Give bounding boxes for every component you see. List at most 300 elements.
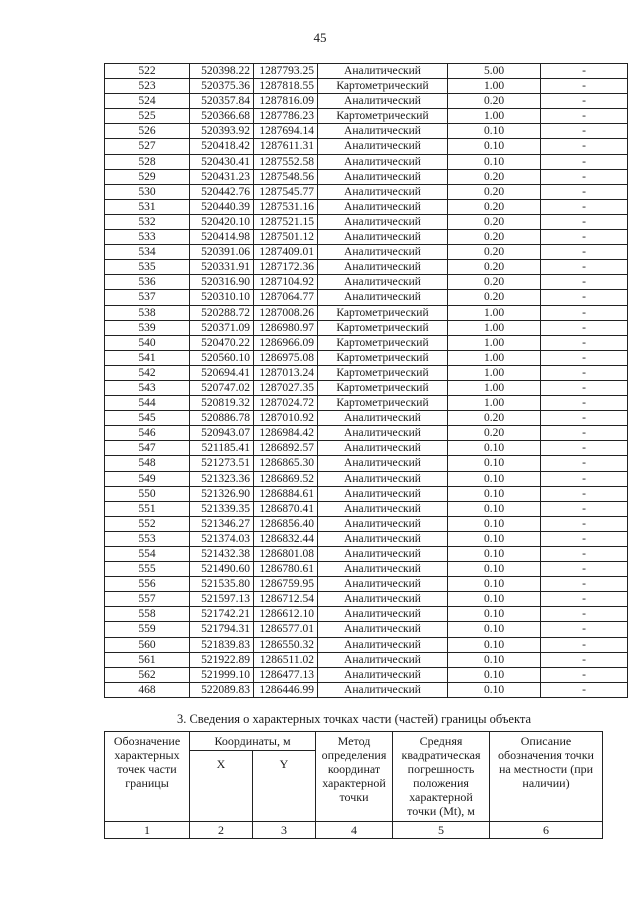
description-cell: - [541, 124, 628, 139]
table-row [105, 184, 628, 199]
y-coordinate-cell: 1286550.32 [254, 637, 318, 652]
method-cell: Картометрический [318, 396, 448, 411]
point-number-cell: 524 [105, 94, 190, 109]
method-cell: Картометрический [318, 305, 448, 320]
point-number-cell: 548 [105, 456, 190, 471]
y-coordinate-cell: 1287818.55 [254, 79, 318, 94]
y-coordinate-cell: 1287611.31 [254, 139, 318, 154]
point-number-cell: 562 [105, 667, 190, 682]
y-coordinate-cell: 1286869.52 [254, 471, 318, 486]
point-number-cell: 527 [105, 139, 190, 154]
point-number-cell: 537 [105, 290, 190, 305]
y-coordinate-cell: 1286712.54 [254, 592, 318, 607]
y-coordinate-cell: 1286856.40 [254, 516, 318, 531]
error-cell: 0.20 [448, 290, 541, 305]
header-error: Средняя квадратическая погрешность положения характерной точки (Mt), м [393, 732, 490, 822]
error-cell: 0.20 [448, 426, 541, 441]
description-cell: - [541, 577, 628, 592]
y-coordinate-cell: 1287010.92 [254, 411, 318, 426]
method-cell: Аналитический [318, 516, 448, 531]
table-row [105, 607, 628, 622]
description-cell: - [541, 290, 628, 305]
description-cell: - [541, 169, 628, 184]
point-number-cell: 552 [105, 516, 190, 531]
x-coordinate-cell: 520398.22 [190, 64, 254, 79]
table-row [105, 290, 628, 305]
method-cell: Аналитический [318, 94, 448, 109]
error-cell: 1.00 [448, 396, 541, 411]
table-row [105, 682, 628, 697]
y-coordinate-cell: 1287531.16 [254, 199, 318, 214]
description-cell: - [541, 79, 628, 94]
description-cell: - [541, 305, 628, 320]
table-row [105, 305, 628, 320]
description-cell: - [541, 426, 628, 441]
error-cell: 0.10 [448, 531, 541, 546]
column-index: 5 [393, 822, 490, 839]
y-coordinate-cell: 1287548.56 [254, 169, 318, 184]
point-number-cell: 545 [105, 411, 190, 426]
description-cell: - [541, 531, 628, 546]
table-row [105, 562, 628, 577]
method-cell: Картометрический [318, 320, 448, 335]
description-cell: - [541, 94, 628, 109]
error-cell: 0.10 [448, 139, 541, 154]
y-coordinate-cell: 1286477.13 [254, 667, 318, 682]
point-number-cell: 534 [105, 245, 190, 260]
method-cell: Аналитический [318, 441, 448, 456]
table-row [105, 622, 628, 637]
x-coordinate-cell: 520418.42 [190, 139, 254, 154]
error-cell: 5.00 [448, 64, 541, 79]
table-row [105, 471, 628, 486]
point-number-cell: 533 [105, 230, 190, 245]
method-cell: Аналитический [318, 531, 448, 546]
boundary-points-table [104, 63, 628, 698]
method-cell: Аналитический [318, 290, 448, 305]
error-cell: 0.10 [448, 622, 541, 637]
header-x: X [190, 751, 253, 822]
table-row [105, 501, 628, 516]
point-number-cell: 525 [105, 109, 190, 124]
y-coordinate-cell: 1287409.01 [254, 245, 318, 260]
point-number-cell: 522 [105, 64, 190, 79]
x-coordinate-cell: 520943.07 [190, 426, 254, 441]
method-cell: Аналитический [318, 411, 448, 426]
error-cell: 0.20 [448, 260, 541, 275]
method-cell: Аналитический [318, 501, 448, 516]
y-coordinate-cell: 1287545.77 [254, 184, 318, 199]
y-coordinate-cell: 1286446.99 [254, 682, 318, 697]
description-cell: - [541, 109, 628, 124]
point-number-cell: 555 [105, 562, 190, 577]
description-cell: - [541, 622, 628, 637]
y-coordinate-cell: 1286975.08 [254, 350, 318, 365]
column-index: 1 [105, 822, 190, 839]
method-cell: Аналитический [318, 260, 448, 275]
error-cell: 0.20 [448, 275, 541, 290]
column-index-row [105, 822, 603, 839]
error-cell: 0.10 [448, 154, 541, 169]
x-coordinate-cell: 520310.10 [190, 290, 254, 305]
y-coordinate-cell: 1286865.30 [254, 456, 318, 471]
description-cell: - [541, 486, 628, 501]
point-number-cell: 523 [105, 79, 190, 94]
error-cell: 0.20 [448, 199, 541, 214]
error-cell: 0.10 [448, 682, 541, 697]
description-cell: - [541, 456, 628, 471]
point-number-cell: 553 [105, 531, 190, 546]
point-number-cell: 539 [105, 320, 190, 335]
y-coordinate-cell: 1287501.12 [254, 230, 318, 245]
table-row [105, 592, 628, 607]
x-coordinate-cell: 521922.89 [190, 652, 254, 667]
error-cell: 0.10 [448, 667, 541, 682]
table-row [105, 486, 628, 501]
point-number-cell: 531 [105, 199, 190, 214]
method-cell: Аналитический [318, 622, 448, 637]
y-coordinate-cell: 1286884.61 [254, 486, 318, 501]
description-cell: - [541, 64, 628, 79]
error-cell: 0.10 [448, 486, 541, 501]
x-coordinate-cell: 520819.32 [190, 396, 254, 411]
error-cell: 0.20 [448, 184, 541, 199]
x-coordinate-cell: 521839.83 [190, 637, 254, 652]
table-row [105, 199, 628, 214]
method-cell: Аналитический [318, 64, 448, 79]
point-number-cell: 557 [105, 592, 190, 607]
point-number-cell: 559 [105, 622, 190, 637]
table-row [105, 275, 628, 290]
point-number-cell: 535 [105, 260, 190, 275]
x-coordinate-cell: 520288.72 [190, 305, 254, 320]
method-cell: Аналитический [318, 124, 448, 139]
y-coordinate-cell: 1287027.35 [254, 380, 318, 395]
y-coordinate-cell: 1287521.15 [254, 214, 318, 229]
x-coordinate-cell: 520357.84 [190, 94, 254, 109]
error-cell: 1.00 [448, 79, 541, 94]
y-coordinate-cell: 1287104.92 [254, 275, 318, 290]
table-row [105, 380, 628, 395]
point-number-cell: 560 [105, 637, 190, 652]
method-cell: Аналитический [318, 652, 448, 667]
method-cell: Аналитический [318, 456, 448, 471]
part-boundary-points-table [104, 731, 603, 839]
table-row [105, 456, 628, 471]
header-description: Описание обозначения точки на местности (при наличии) [490, 732, 603, 822]
description-cell: - [541, 184, 628, 199]
table-row [105, 365, 628, 380]
x-coordinate-cell: 520886.78 [190, 411, 254, 426]
table-row [105, 245, 628, 260]
x-coordinate-cell: 520414.98 [190, 230, 254, 245]
table-row [105, 139, 628, 154]
x-coordinate-cell: 520366.68 [190, 109, 254, 124]
point-number-cell: 536 [105, 275, 190, 290]
error-cell: 0.10 [448, 652, 541, 667]
column-index: 3 [253, 822, 316, 839]
table-row [105, 396, 628, 411]
description-cell: - [541, 139, 628, 154]
table-row [105, 64, 628, 79]
x-coordinate-cell: 520747.02 [190, 380, 254, 395]
description-cell: - [541, 471, 628, 486]
x-coordinate-cell: 520375.36 [190, 79, 254, 94]
y-coordinate-cell: 1287793.25 [254, 64, 318, 79]
y-coordinate-cell: 1286870.41 [254, 501, 318, 516]
x-coordinate-cell: 521742.21 [190, 607, 254, 622]
column-index: 4 [316, 822, 393, 839]
y-coordinate-cell: 1286966.09 [254, 335, 318, 350]
point-number-cell: 544 [105, 396, 190, 411]
method-cell: Аналитический [318, 275, 448, 290]
y-coordinate-cell: 1287786.23 [254, 109, 318, 124]
y-coordinate-cell: 1287172.36 [254, 260, 318, 275]
x-coordinate-cell: 520391.06 [190, 245, 254, 260]
table-row [105, 531, 628, 546]
error-cell: 0.10 [448, 547, 541, 562]
table-row [105, 637, 628, 652]
method-cell: Картометрический [318, 350, 448, 365]
table-row [105, 260, 628, 275]
x-coordinate-cell: 521346.27 [190, 516, 254, 531]
description-cell: - [541, 562, 628, 577]
x-coordinate-cell: 520470.22 [190, 335, 254, 350]
x-coordinate-cell: 520430.41 [190, 154, 254, 169]
error-cell: 0.10 [448, 607, 541, 622]
x-coordinate-cell: 520440.39 [190, 199, 254, 214]
table-row [105, 169, 628, 184]
description-cell: - [541, 320, 628, 335]
x-coordinate-cell: 521794.31 [190, 622, 254, 637]
error-cell: 0.10 [448, 441, 541, 456]
y-coordinate-cell: 1286801.08 [254, 547, 318, 562]
description-cell: - [541, 516, 628, 531]
error-cell: 0.20 [448, 230, 541, 245]
table-row [105, 94, 628, 109]
description-cell: - [541, 365, 628, 380]
point-number-cell: 551 [105, 501, 190, 516]
point-number-cell: 468 [105, 682, 190, 697]
error-cell: 0.10 [448, 456, 541, 471]
x-coordinate-cell: 521273.51 [190, 456, 254, 471]
error-cell: 0.20 [448, 169, 541, 184]
point-number-cell: 528 [105, 154, 190, 169]
x-coordinate-cell: 521326.90 [190, 486, 254, 501]
description-cell: - [541, 396, 628, 411]
x-coordinate-cell: 521374.03 [190, 531, 254, 546]
table-row [105, 320, 628, 335]
error-cell: 0.10 [448, 637, 541, 652]
error-cell: 1.00 [448, 109, 541, 124]
method-cell: Аналитический [318, 426, 448, 441]
table-row [105, 441, 628, 456]
description-cell: - [541, 380, 628, 395]
method-cell: Аналитический [318, 637, 448, 652]
error-cell: 1.00 [448, 380, 541, 395]
method-cell: Аналитический [318, 184, 448, 199]
table-row [105, 577, 628, 592]
method-cell: Аналитический [318, 214, 448, 229]
error-cell: 1.00 [448, 350, 541, 365]
description-cell: - [541, 335, 628, 350]
description-cell: - [541, 154, 628, 169]
method-cell: Аналитический [318, 667, 448, 682]
x-coordinate-cell: 521339.35 [190, 501, 254, 516]
x-coordinate-cell: 520431.23 [190, 169, 254, 184]
point-number-cell: 550 [105, 486, 190, 501]
description-cell: - [541, 441, 628, 456]
x-coordinate-cell: 520316.90 [190, 275, 254, 290]
error-cell: 0.10 [448, 577, 541, 592]
x-coordinate-cell: 521597.13 [190, 592, 254, 607]
point-number-cell: 547 [105, 441, 190, 456]
x-coordinate-cell: 520371.09 [190, 320, 254, 335]
y-coordinate-cell: 1286511.02 [254, 652, 318, 667]
y-coordinate-cell: 1287552.58 [254, 154, 318, 169]
description-cell: - [541, 652, 628, 667]
table-row [105, 411, 628, 426]
section-3-title: 3. Сведения о характерных точках части (частей) границы объекта [176, 712, 532, 726]
error-cell: 1.00 [448, 335, 541, 350]
point-number-cell: 546 [105, 426, 190, 441]
description-cell: - [541, 682, 628, 697]
y-coordinate-cell: 1287816.09 [254, 94, 318, 109]
method-cell: Аналитический [318, 607, 448, 622]
point-number-cell: 542 [105, 365, 190, 380]
error-cell: 0.20 [448, 94, 541, 109]
header-point-designation: Обозначение характерных точек части границы [105, 732, 190, 822]
x-coordinate-cell: 521490.60 [190, 562, 254, 577]
method-cell: Аналитический [318, 577, 448, 592]
x-coordinate-cell: 521535.80 [190, 577, 254, 592]
y-coordinate-cell: 1286780.61 [254, 562, 318, 577]
x-coordinate-cell: 521185.41 [190, 441, 254, 456]
method-cell: Аналитический [318, 486, 448, 501]
error-cell: 0.10 [448, 592, 541, 607]
description-cell: - [541, 275, 628, 290]
error-cell: 0.10 [448, 501, 541, 516]
table-row [105, 426, 628, 441]
description-cell: - [541, 547, 628, 562]
x-coordinate-cell: 522089.83 [190, 682, 254, 697]
description-cell: - [541, 607, 628, 622]
header-coordinates: Координаты, м [190, 732, 316, 751]
description-cell: - [541, 592, 628, 607]
method-cell: Аналитический [318, 230, 448, 245]
point-number-cell: 556 [105, 577, 190, 592]
y-coordinate-cell: 1286984.42 [254, 426, 318, 441]
description-cell: - [541, 350, 628, 365]
table-row [105, 124, 628, 139]
y-coordinate-cell: 1287024.72 [254, 396, 318, 411]
point-number-cell: 538 [105, 305, 190, 320]
point-number-cell: 532 [105, 214, 190, 229]
y-coordinate-cell: 1286577.01 [254, 622, 318, 637]
description-cell: - [541, 245, 628, 260]
method-cell: Аналитический [318, 139, 448, 154]
method-cell: Картометрический [318, 109, 448, 124]
point-number-cell: 561 [105, 652, 190, 667]
x-coordinate-cell: 520442.76 [190, 184, 254, 199]
error-cell: 0.20 [448, 411, 541, 426]
x-coordinate-cell: 520393.92 [190, 124, 254, 139]
point-number-cell: 541 [105, 350, 190, 365]
description-cell: - [541, 199, 628, 214]
point-number-cell: 549 [105, 471, 190, 486]
x-coordinate-cell: 520560.10 [190, 350, 254, 365]
table-row [105, 335, 628, 350]
table-row [105, 652, 628, 667]
description-cell: - [541, 260, 628, 275]
point-number-cell: 540 [105, 335, 190, 350]
error-cell: 0.10 [448, 516, 541, 531]
boundary-points-table-body [105, 64, 628, 698]
point-number-cell: 543 [105, 380, 190, 395]
description-cell: - [541, 501, 628, 516]
y-coordinate-cell: 1286892.57 [254, 441, 318, 456]
method-cell: Картометрический [318, 335, 448, 350]
error-cell: 0.10 [448, 562, 541, 577]
table-row [105, 214, 628, 229]
table-row [105, 79, 628, 94]
table-row [105, 350, 628, 365]
method-cell: Аналитический [318, 592, 448, 607]
method-cell: Аналитический [318, 245, 448, 260]
point-number-cell: 530 [105, 184, 190, 199]
error-cell: 1.00 [448, 365, 541, 380]
error-cell: 0.10 [448, 124, 541, 139]
x-coordinate-cell: 521432.38 [190, 547, 254, 562]
point-number-cell: 558 [105, 607, 190, 622]
description-cell: - [541, 637, 628, 652]
column-index: 2 [190, 822, 253, 839]
header-y: Y [253, 751, 316, 822]
point-number-cell: 554 [105, 547, 190, 562]
description-cell: - [541, 667, 628, 682]
method-cell: Картометрический [318, 365, 448, 380]
error-cell: 0.10 [448, 471, 541, 486]
method-cell: Аналитический [318, 471, 448, 486]
x-coordinate-cell: 521323.36 [190, 471, 254, 486]
method-cell: Аналитический [318, 199, 448, 214]
description-cell: - [541, 214, 628, 229]
method-cell: Картометрический [318, 380, 448, 395]
table-row [105, 109, 628, 124]
header-row-1 [105, 732, 603, 751]
description-cell: - [541, 411, 628, 426]
x-coordinate-cell: 521999.10 [190, 667, 254, 682]
method-cell: Аналитический [318, 547, 448, 562]
table-row [105, 154, 628, 169]
page-number: 45 [313, 30, 327, 45]
y-coordinate-cell: 1287694.14 [254, 124, 318, 139]
method-cell: Аналитический [318, 169, 448, 184]
table-row [105, 547, 628, 562]
error-cell: 0.20 [448, 214, 541, 229]
error-cell: 0.20 [448, 245, 541, 260]
y-coordinate-cell: 1286832.44 [254, 531, 318, 546]
point-number-cell: 529 [105, 169, 190, 184]
column-index: 6 [490, 822, 603, 839]
method-cell: Картометрический [318, 79, 448, 94]
table-row [105, 230, 628, 245]
description-cell: - [541, 230, 628, 245]
x-coordinate-cell: 520420.10 [190, 214, 254, 229]
y-coordinate-cell: 1286759.95 [254, 577, 318, 592]
error-cell: 1.00 [448, 320, 541, 335]
header-method: Метод определения координат характерной точки [316, 732, 393, 822]
